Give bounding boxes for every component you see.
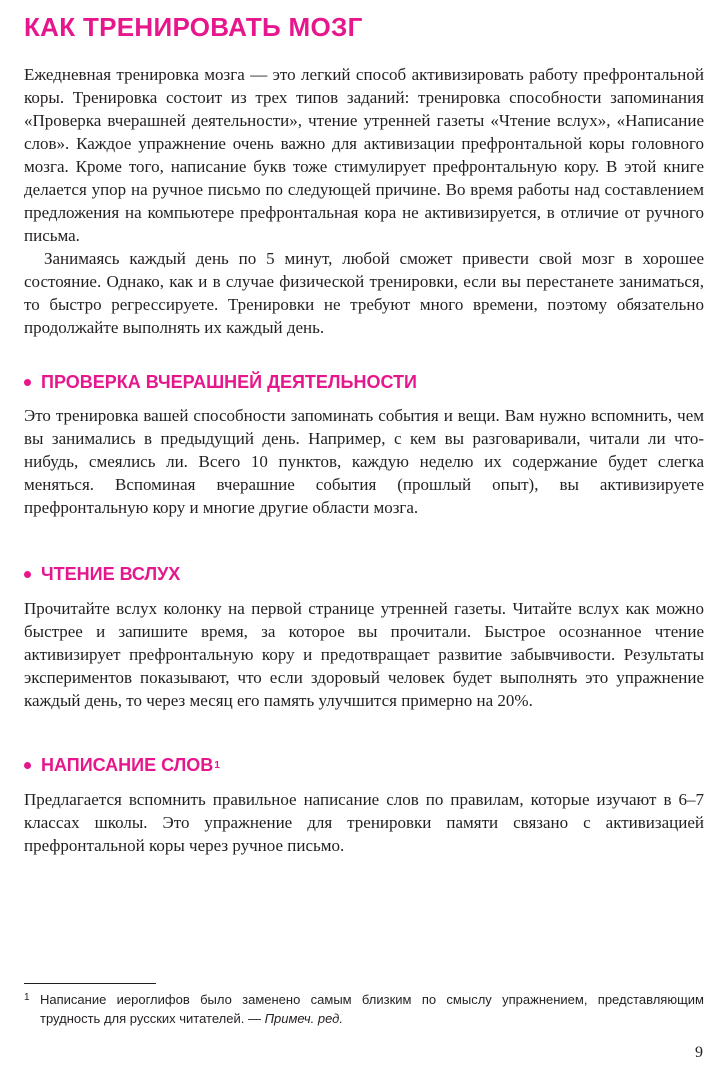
section-heading-writing-label: НАПИСАНИЕ СЛОВ [41,755,214,775]
section-heading-writing [24,755,220,776]
section-paragraph-writing: Предлагается вспомнить правильное написание слов по правилам, которые изучают в 6–7 классах школы. Это упражнение для тренировки памяти связано с активизацией префронтальной коры через ручное письмо. [24,790,704,855]
section-text-yesterday [24,404,704,519]
bullet-icon [24,379,31,386]
footnote-text: Написание иероглифов было заменено самым близким по смыслу упражнением, представляющим трудность для русских читателей. — [40,992,704,1026]
footnote-text-wrapper [24,990,704,1028]
section-paragraph-yesterday: Это тренировка вашей способности запоминать события и вещи. Вам нужно вспомнить, чем вы занимались в предыдущий день. Например, с кем вы разговаривали, читали ли что-нибудь, смеялись ли. Всего 10 пунктов, каждую неделю их содержание будет слегка меняться. Вспоминая вчерашние события (прошлый опыт), вы активизируете префронтальную кору и многие другие области мозга. [24,406,704,517]
section-heading-reading [24,564,180,585]
page-title: КАК ТРЕНИРОВАТЬ МОЗГ [24,12,363,42]
intro-paragraph-2: Занимаясь каждый день по 5 минут, любой сможет привести свой мозг в хорошее состояние. Однако, как и в случае физической тренировки, если вы перестанете заниматься, то быстро регрессируете. Тренировки не требуют много времени, поэтому обязательно продолжайте выполнять их каждый день. [24,249,704,337]
section-text-reading [24,597,704,712]
section-heading-reading-label: ЧТЕНИЕ ВСЛУХ [41,564,181,584]
bullet-icon [24,571,31,578]
footnote-mark: 1 [24,992,30,1003]
bullet-icon [24,762,31,769]
footnote [24,990,704,1028]
intro-paragraph-1: Ежедневная тренировка мозга — это легкий способ активизировать работу префронтальной коры. Тренировка состоит из трех типов заданий: тренировка способности запоминания «Проверка вчерашней деятельности», чтение утренней газеты «Чтение вслух», «Написание слов». Каждое упражнение очень важно для активизации префронтальной коры головного мозга. Кроме того, написание букв тоже стимулирует префронтальную кору. В этой книге делается упор на ручное письмо по следующей причине. Во время работы над составлением предложения на компьютере префронтальная кора не активизируется, в отличие от ручного письма. [24,65,704,245]
section-text-writing [24,788,704,857]
intro-text [24,63,704,339]
footnote-editor-note: Примеч. ред. [264,1011,343,1026]
page-number: 9 [695,1044,703,1061]
section-heading-yesterday-label: ПРОВЕРКА ВЧЕРАШНЕЙ ДЕЯТЕЛЬНОСТИ [41,372,417,392]
footnote-divider [24,983,156,984]
footnote-reference[interactable]: 1 [214,760,220,771]
section-paragraph-reading: Прочитайте вслух колонку на первой странице утренней газеты. Читайте вслух как можно быстрее и запишите время, за которое вы прочитали. Быстрое осознанное чтение активизирует префронтальную кору и предотвращает развитие забывчивости. Результаты экспериментов показывают, что если здоровый человек будет выполнять это упражнение каждый день, то через месяц его память улучшится примерно на 20%. [24,599,704,710]
section-heading-yesterday [24,372,417,393]
